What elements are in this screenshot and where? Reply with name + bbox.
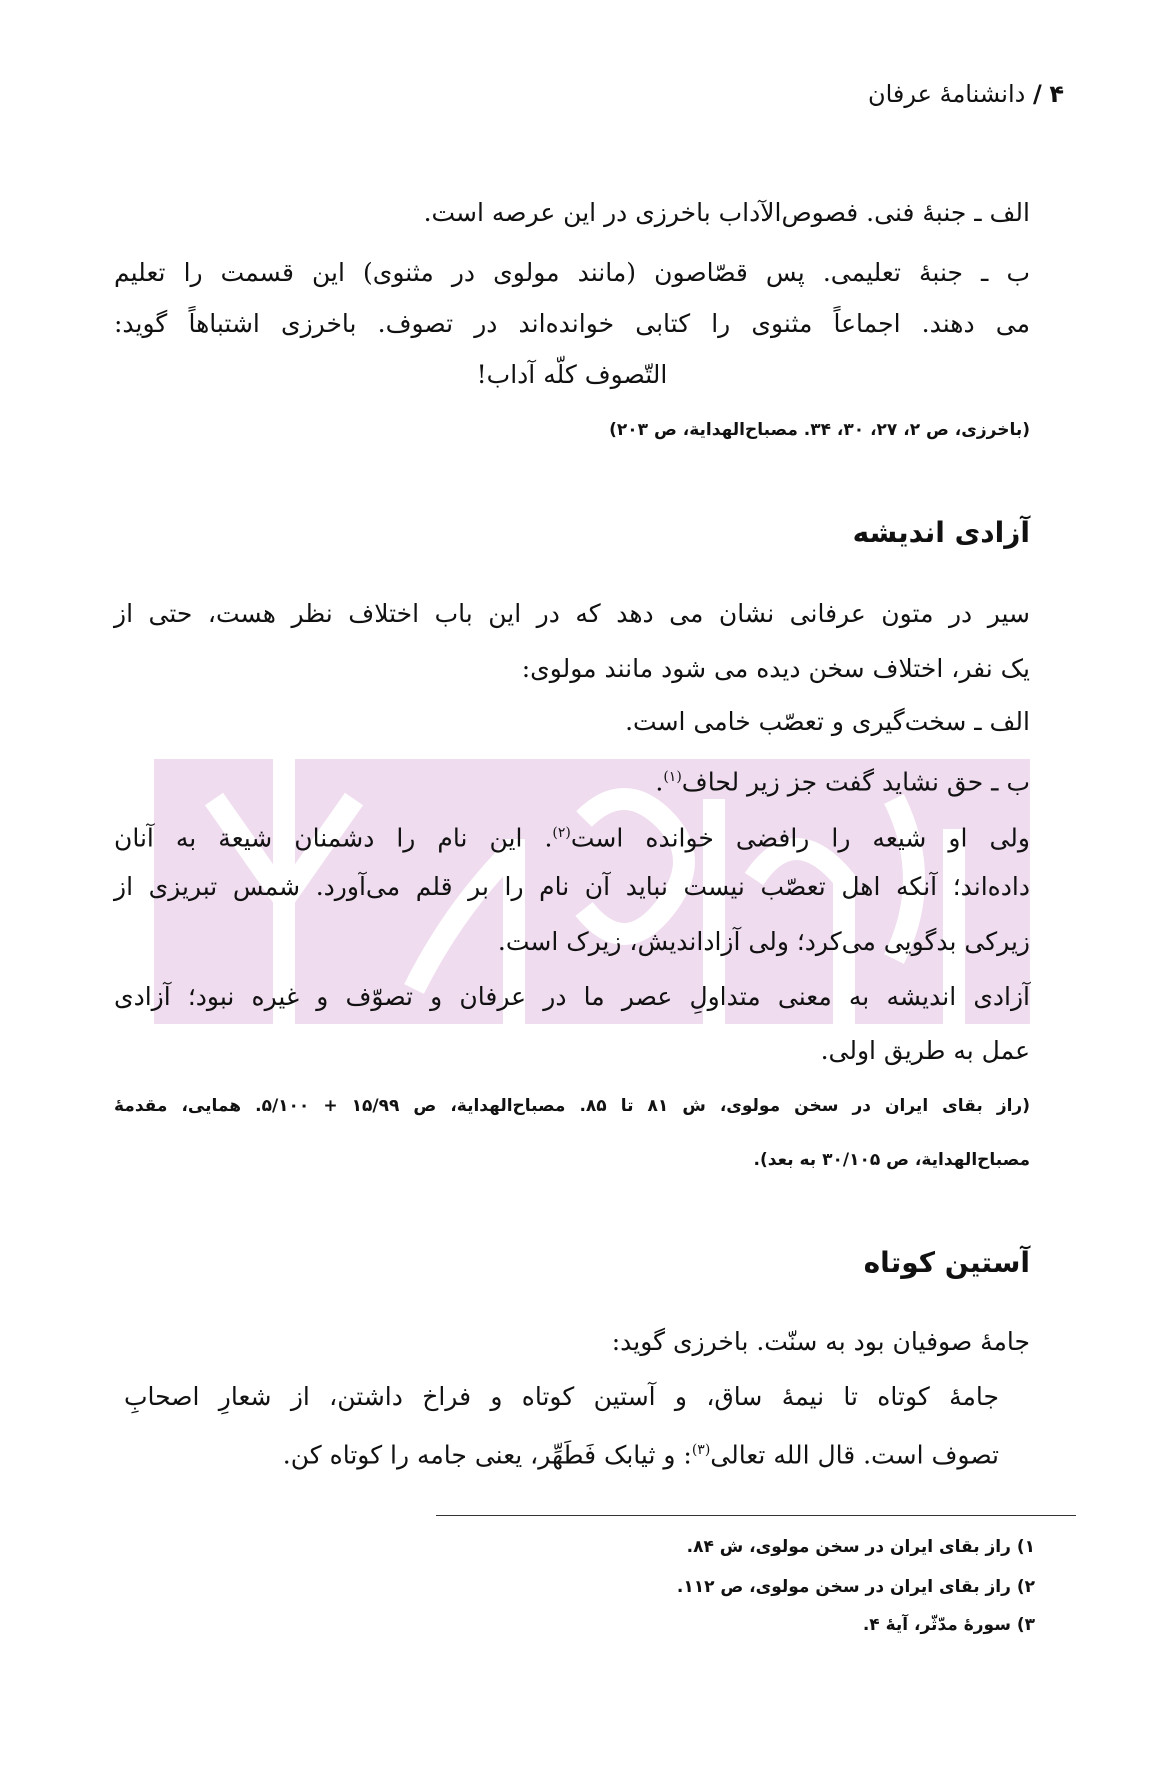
running-header	[868, 80, 1064, 108]
line-text: ولی او شیعه را رافضی خوانده است	[570, 823, 1030, 853]
quote-line: التّصوف کلّه آداب!	[476, 360, 668, 389]
citation: مصباح‌الهدایة، ص ۳۰/۱۰۵ به بعد).	[753, 1150, 1030, 1170]
line-text: : و ثیابک فَطَهِّر، یعنی جامه را کوتاه کن.	[282, 1440, 692, 1470]
footnote-ref[interactable]: (۳)	[691, 1442, 711, 1458]
footnote: ۳) سورهٔ مدّثّر، آیهٔ ۴.	[862, 1615, 1035, 1635]
paragraph-line: الف ـ جنبهٔ فنی. فصوص‌الآداب باخرزی در این عرصه است.	[423, 198, 1030, 227]
paragraph-line	[114, 816, 1030, 855]
citation: (باخرزی، ص ۲، ۲۷، ۳۰، ۳۴. مصباح‌الهدایة، ص ۲۰۳)	[609, 420, 1030, 440]
citation: (راز بقای ایران در سخن مولوی، ش ۸۱ تا ۸۵. مصباح‌الهدایة، ص ۱۵/۹۹ + ۵/۱۰۰. همایی، مقدمهٔ	[114, 1096, 1030, 1116]
footnote-divider	[436, 1515, 1076, 1516]
quote-line	[114, 1433, 999, 1472]
paragraph-line: زیرکی بدگویی می‌کرد؛ ولی آزاداندیش، زیرک است.	[497, 927, 1030, 956]
paragraph-line: داده‌اند؛ آنکه اهل تعصّب نیست نباید آن نام را بر قلم می‌آورد. شمس تبریزی از	[114, 872, 1030, 901]
book-title: دانشنامهٔ عرفان	[867, 80, 1026, 108]
paragraph-line: می دهند. اجماعاً مثنوی را کتابی خوانده‌اند در تصوف. باخرزی اشتباهاً گوید:	[114, 309, 1030, 338]
footnote: ۲) راز بقای ایران در سخن مولوی، ص ۱۱۲.	[676, 1577, 1035, 1597]
line-text: ب ـ حق نشاید گفت جز زیر لحاف	[681, 767, 1030, 797]
header-separator: /	[1032, 80, 1042, 108]
paragraph-line: آزادی اندیشه به معنی متداولِ عصر ما در عرفان و تصوّف و غیره نبود؛ آزادی	[114, 982, 1030, 1011]
paragraph-line: یک نفر، اختلاف سخن دیده می شود مانند مولوی:	[521, 654, 1030, 683]
paragraph-line: سیر در متون عرفانی نشان می دهد که در این باب اختلاف نظر هست، حتی از	[114, 599, 1030, 628]
paragraph-line: جامهٔ صوفیان بود به سنّت. باخرزی گوید:	[611, 1327, 1030, 1356]
page-number: ۴	[1049, 80, 1064, 108]
section-heading: آزادی اندیشه	[852, 516, 1030, 549]
paragraph-line: ب ـ جنبهٔ تعلیمی. پس قصّاصون (مانند مولوی در مثنوی) این قسمت را تعلیم	[114, 258, 1030, 287]
paragraph-line: عمل به طریق اولی.	[820, 1036, 1030, 1065]
line-text: . این نام را دشمنان شیعة به آنان	[114, 823, 553, 853]
footnote: ۱) راز بقای ایران در سخن مولوی، ش ۸۴.	[686, 1537, 1035, 1557]
quote-line: جامهٔ کوتاه تا نیمهٔ ساق، و آستین کوتاه و فراخ داشتن، از شعارِ اصحابِ	[124, 1382, 999, 1411]
footnote-ref[interactable]: (۲)	[552, 825, 571, 841]
section-heading: آستین کوتاه	[863, 1246, 1030, 1279]
footnote-ref[interactable]: (۱)	[663, 769, 682, 785]
paragraph-line: ب ـ حق نشاید گفت جز زیر لحاف$^{(۱)}$.	[655, 767, 1030, 797]
line-text: تصوف است. قال الله تعالی	[710, 1440, 999, 1470]
paragraph-line: الف ـ سخت‌گیری و تعصّب خامی است.	[625, 707, 1030, 736]
